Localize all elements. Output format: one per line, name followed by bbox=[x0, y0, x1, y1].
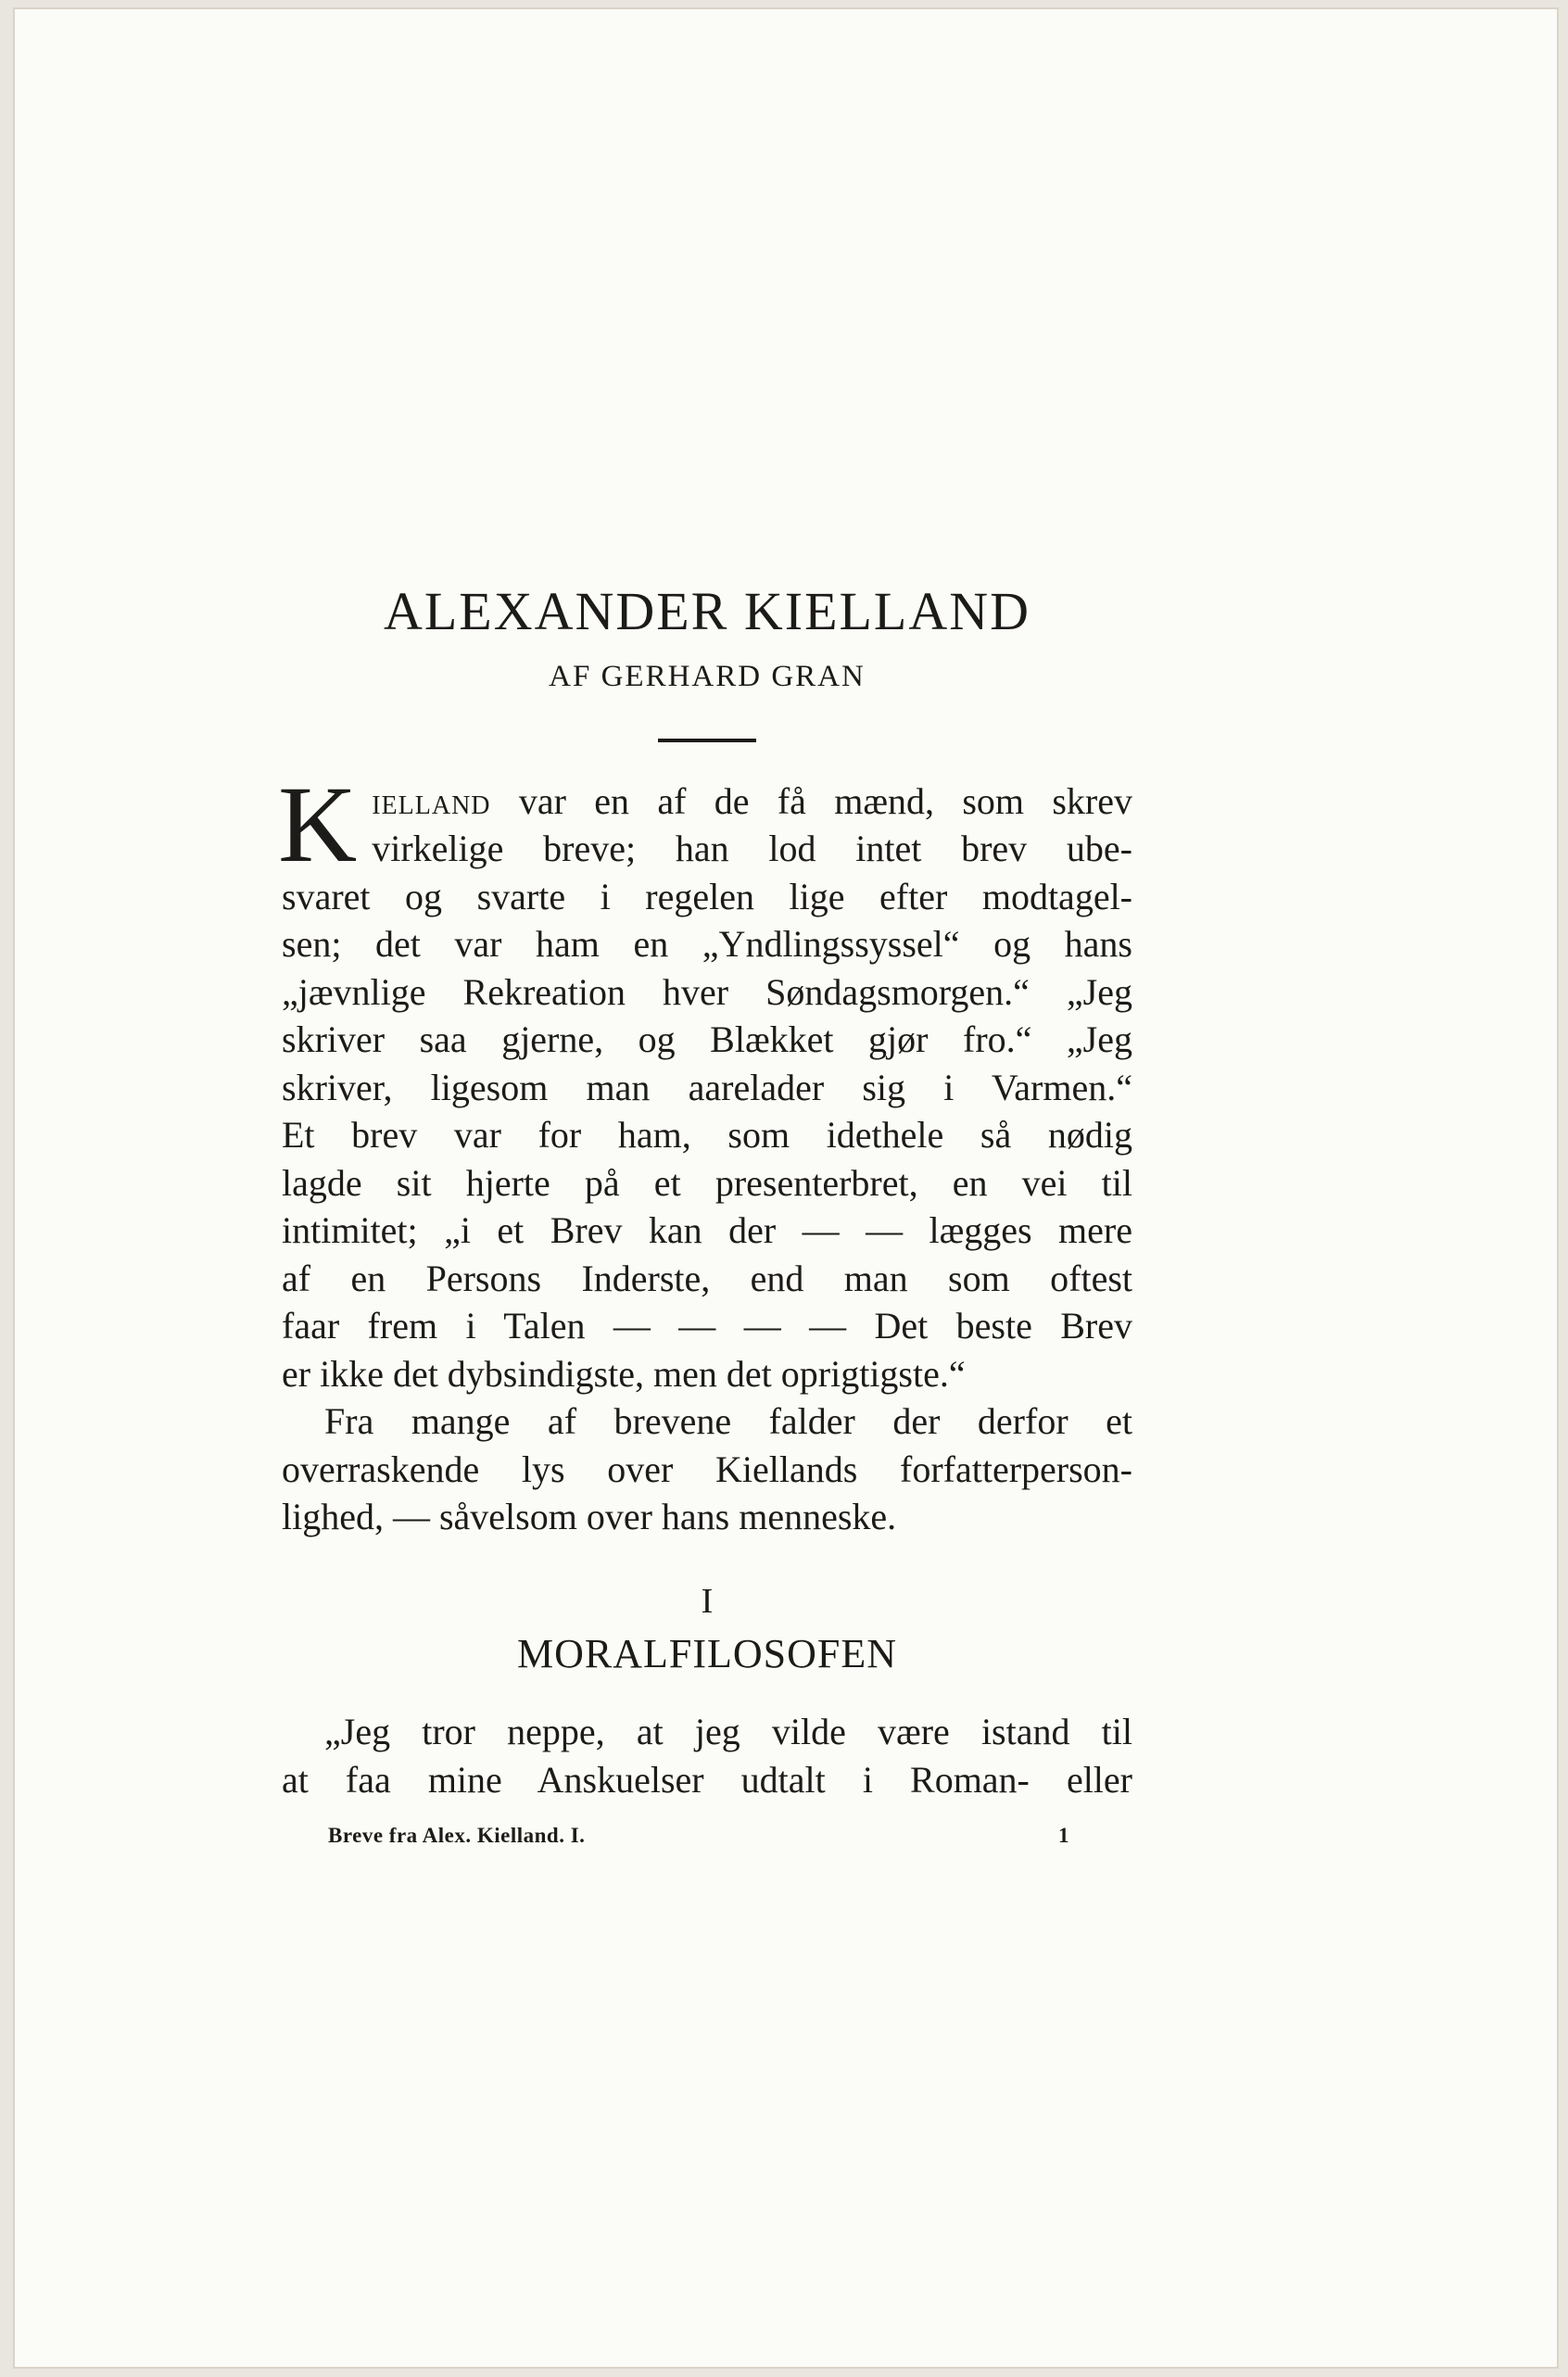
paragraph-1 bbox=[278, 763, 1132, 1398]
paragraph-1-line: svaret og svarte i regelen lige efter modtagel- bbox=[282, 875, 1132, 917]
text-column bbox=[278, 581, 1132, 1803]
paragraph-2-line: overraskende lys over Kiellands forfatterperson- bbox=[282, 1448, 1132, 1490]
page-footer bbox=[328, 1824, 1069, 1848]
paragraph-1-line: intimitet; „i et Brev kan der — — lægges mere bbox=[282, 1209, 1132, 1252]
section-title: MORALFILOSOFEN bbox=[516, 1630, 898, 1676]
paragraph-1-line bbox=[282, 778, 1132, 826]
paragraph-1-line: Et brev var for ham, som idethele så nødig bbox=[282, 1114, 1132, 1157]
paragraph-1-line: sen; det var ham en „Yndlingssyssel“ og hans bbox=[282, 923, 1132, 966]
paragraph-2-line: lighed, — såvelsom over hans menneske. bbox=[282, 1496, 897, 1538]
printer-signature: Breve fra Alex. Kielland. I. bbox=[328, 1824, 586, 1847]
paragraph-3-line: at faa mine Anskuelser udtalt i Roman- eller bbox=[282, 1758, 1132, 1801]
paragraph-1-line: skriver saa gjerne, og Blækket gjør fro.“ „Jeg bbox=[282, 1018, 1132, 1061]
page-number: 1 bbox=[1058, 1824, 1069, 1847]
line-text: var en af de få mænd, som skrev bbox=[490, 779, 1132, 822]
paragraph-1-line: faar frem i Talen — — — — Det beste Brev bbox=[282, 1305, 1132, 1347]
drop-cap: K bbox=[278, 763, 358, 885]
paragraph-1-line: „jævnlige Rekreation hver Søndagsmorgen.“ „Jeg bbox=[282, 970, 1132, 1013]
paragraph-1-line: skriver, ligesom man aarelader sig i Varmen.“ bbox=[282, 1066, 1132, 1108]
section-number: I bbox=[701, 1581, 714, 1621]
paragraph-2 bbox=[282, 1397, 1132, 1541]
author-byline: AF GERHARD GRAN bbox=[549, 659, 866, 693]
book-page bbox=[13, 7, 1559, 2369]
page-title: ALEXANDER KIELLAND bbox=[383, 581, 1031, 641]
paragraph-2-line: Fra mange af brevene falder der derfor et bbox=[324, 1400, 1132, 1443]
lead-smallcaps: ielland bbox=[372, 779, 491, 822]
paragraph-1-line: af en Persons Inderste, end man som oftest bbox=[282, 1257, 1132, 1299]
paragraph-1-line: lagde sit hjerte på et presenterbret, en vei til bbox=[282, 1161, 1132, 1204]
title-rule bbox=[658, 739, 756, 742]
paragraph-1-line: virkelige breve; han lod intet brev ube- bbox=[372, 828, 1132, 870]
paragraph-3-line: „Jeg tror neppe, at jeg vilde være istand til bbox=[324, 1711, 1132, 1753]
paragraph-1-line: er ikke det dybsindigste, men det oprigtigste.“ bbox=[282, 1352, 966, 1395]
paragraph-3 bbox=[282, 1708, 1132, 1803]
